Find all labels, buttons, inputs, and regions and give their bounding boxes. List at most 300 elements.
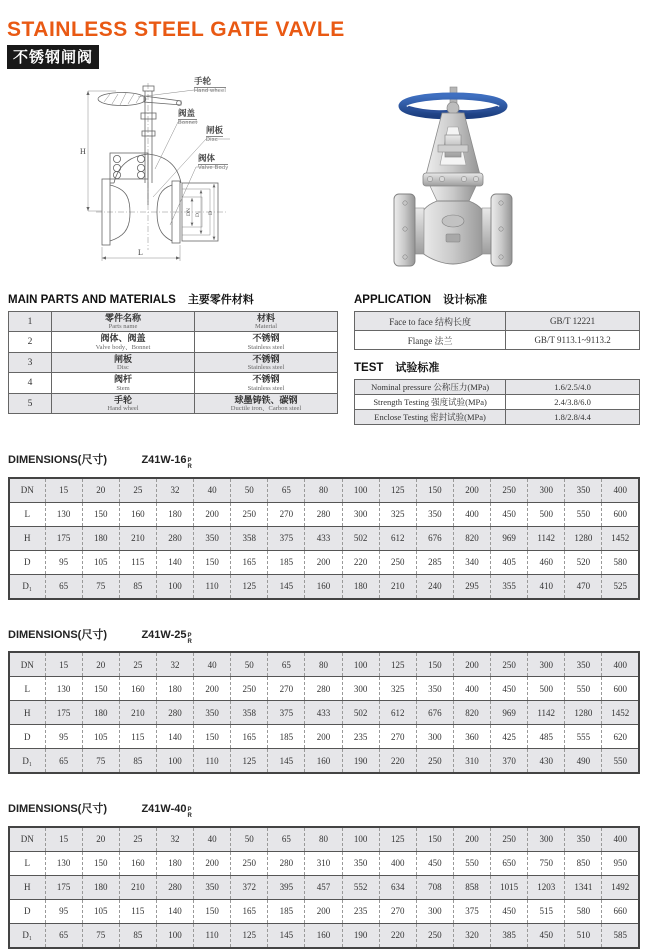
dim-table: [8, 477, 640, 600]
dim-cell: 105: [82, 899, 119, 923]
table-row: [355, 312, 640, 331]
part-material-en: Stainless steel: [247, 364, 285, 372]
dim-cell: 50: [231, 478, 268, 503]
dim-cell: 490: [565, 749, 602, 774]
dim-cell: 280: [156, 701, 193, 725]
model-suffix: [187, 633, 191, 646]
dim-cell: 20: [82, 827, 119, 852]
dim-cell: 250: [231, 502, 268, 526]
dim-cell: 160: [119, 851, 156, 875]
dim-cell: 300: [416, 899, 453, 923]
part-material-en: Stainless steel: [247, 343, 285, 351]
dim-cell: 350: [416, 502, 453, 526]
dim-cell: 200: [194, 502, 231, 526]
dim-cell: 350: [194, 526, 231, 550]
figures-row: [0, 75, 650, 283]
standards-section: [354, 291, 642, 425]
dim-cell: 585: [602, 923, 639, 948]
model-label: [141, 628, 192, 645]
parts-row-name: [52, 373, 195, 393]
pr-bottom: R: [187, 638, 192, 645]
dim-cell: 65: [268, 652, 305, 677]
dim-cell: 180: [82, 875, 119, 899]
dim-row-label: DN: [9, 827, 45, 852]
dim-cell: 40: [194, 478, 231, 503]
dim-row-label: D₁: [9, 749, 45, 774]
parts-row-name: [52, 332, 195, 352]
dim-cell: 80: [305, 478, 342, 503]
dim-cell: 520: [565, 550, 602, 574]
model-text: Z41W-40: [141, 803, 187, 816]
dim-l-label: L: [138, 248, 143, 257]
dim-cell: 150: [416, 478, 453, 503]
dim-cell: 125: [231, 749, 268, 774]
dim-cell: 165: [231, 899, 268, 923]
dim-cell: 180: [156, 677, 193, 701]
pr-top: P: [187, 632, 192, 639]
dim-cell: 250: [379, 550, 416, 574]
model-text: Z41W-16: [141, 454, 187, 466]
dim-cell: 235: [342, 899, 379, 923]
part-material-cn: 材料: [256, 313, 275, 323]
dim-cell: 300: [528, 827, 565, 852]
dim-cell: 450: [416, 851, 453, 875]
dim-cell: 125: [379, 827, 416, 852]
dim-cell: 270: [268, 677, 305, 701]
dim-cell: 65: [45, 923, 82, 948]
dim-cell: 250: [231, 851, 268, 875]
dim-cell: 550: [453, 851, 490, 875]
dim-cell: 125: [379, 478, 416, 503]
dim-cell: 175: [45, 526, 82, 550]
dim-cell: 280: [156, 526, 193, 550]
parts-row-material: [195, 352, 338, 372]
dim-cell: 250: [416, 749, 453, 774]
dim-cell: 190: [342, 749, 379, 774]
part-material-en: Stainless steel: [247, 384, 285, 392]
dim-cell: 552: [342, 875, 379, 899]
dim-cell: 620: [602, 725, 639, 749]
dim-cell: 150: [194, 550, 231, 574]
dimensions-section-z41w40: [8, 799, 650, 949]
dim-cell: 375: [268, 526, 305, 550]
dim-cell: 40: [194, 652, 231, 677]
dim-cell: 85: [119, 574, 156, 599]
dim-h-label: H: [80, 147, 86, 156]
dim-cell: 310: [453, 749, 490, 774]
dim-cell: 250: [231, 677, 268, 701]
dim-row: [9, 502, 639, 526]
dim-cell: 200: [194, 851, 231, 875]
dim-cell: 310: [305, 851, 342, 875]
dim-cell: 32: [156, 827, 193, 852]
dim-row: [9, 923, 639, 948]
row-value: 2.4/3.8/6.0: [506, 395, 640, 410]
dim-cell: 350: [565, 478, 602, 503]
part-material-cn: 不锈钢: [252, 333, 280, 344]
parts-row-name: [52, 312, 195, 332]
dim-cell: 95: [45, 899, 82, 923]
dim-cell: 375: [453, 899, 490, 923]
dim-cell: 145: [268, 923, 305, 948]
dim-cell: 200: [305, 550, 342, 574]
dim-cell: 1452: [602, 701, 639, 725]
dim-row-label: H: [9, 526, 45, 550]
dim-cell: 130: [45, 502, 82, 526]
spec-columns: [0, 291, 650, 425]
dimensions-label: DIMENSIONS(尺寸): [8, 803, 107, 816]
dim-cell: 200: [194, 677, 231, 701]
dim-cell: 450: [528, 923, 565, 948]
table-row: [355, 410, 640, 425]
dim-cell: 100: [342, 827, 379, 852]
application-section-title: APPLICATION 设计标准: [354, 294, 488, 306]
dim-cell: 235: [342, 725, 379, 749]
dim-cell: 15: [45, 478, 82, 503]
row-value: GB/T 9113.1~9113.2: [506, 331, 640, 350]
dim-row-label: D₁: [9, 574, 45, 599]
parts-table-body: [9, 312, 338, 414]
dim-cell: 85: [119, 923, 156, 948]
dim-cell: 150: [416, 652, 453, 677]
dim-cell: 110: [194, 574, 231, 599]
dim-cell: 300: [342, 677, 379, 701]
dim-cell: 600: [602, 502, 639, 526]
parts-row-material: [195, 393, 338, 413]
model-label: [141, 803, 192, 820]
dim-d-label: D: [208, 211, 214, 215]
dim-cell: 515: [528, 899, 565, 923]
dim-row: [9, 677, 639, 701]
dim-cell: 372: [231, 875, 268, 899]
model-suffix: [187, 807, 191, 820]
dim-cell: 100: [156, 574, 193, 599]
dim-cell: 400: [379, 851, 416, 875]
dim-cell: 1015: [491, 875, 528, 899]
part-material-cn: 不锈钢: [252, 353, 280, 364]
dim-cell: 430: [528, 749, 565, 774]
dim-cell: 15: [45, 827, 82, 852]
dim-row-label: L: [9, 677, 45, 701]
dim-cell: 75: [82, 574, 119, 599]
dim-cell: 350: [194, 701, 231, 725]
valve-technical-drawing: [58, 75, 320, 280]
model-suffix: [187, 458, 191, 471]
parts-section-title: MAIN PARTS AND MATERIALS 主要零件材料: [8, 294, 254, 306]
part-material-cn: 不锈钢: [252, 374, 280, 385]
dim-cell: 650: [491, 851, 528, 875]
dim-cell: 75: [82, 923, 119, 948]
dim-row: [9, 550, 639, 574]
dim-row-label: DN: [9, 652, 45, 677]
dim-cell: 150: [194, 899, 231, 923]
dimensions-label: DIMENSIONS(尺寸): [8, 628, 107, 641]
dim-cell: 150: [194, 725, 231, 749]
parts-row-name: [52, 352, 195, 372]
dim-row: [9, 725, 639, 749]
table-row: [355, 331, 640, 350]
dim-cell: 450: [491, 899, 528, 923]
parts-row-no: 4: [9, 373, 52, 393]
part-name-en: Stem: [116, 384, 130, 392]
dim-cell: 250: [491, 478, 528, 503]
dim-cell: 180: [82, 526, 119, 550]
dim-cell: 676: [416, 701, 453, 725]
dim-cell: 32: [156, 478, 193, 503]
dim-cell: 270: [268, 502, 305, 526]
dim-cell: 425: [491, 725, 528, 749]
dim-row: [9, 875, 639, 899]
part-name-en: Disc: [117, 364, 129, 372]
dim-cell: 1142: [528, 701, 565, 725]
dim-cell: 200: [453, 827, 490, 852]
dim-cell: 1452: [602, 526, 639, 550]
parts-row-no: 2: [9, 332, 52, 352]
dim-cell: 125: [231, 923, 268, 948]
model-label: [141, 454, 192, 471]
dim-cell: 20: [82, 652, 119, 677]
dim-cell: 358: [231, 526, 268, 550]
dim-cell: 612: [379, 526, 416, 550]
dim-cell: 485: [528, 725, 565, 749]
dim-cell: 40: [194, 827, 231, 852]
label-bonnet: 阀盖 Bonnet: [178, 108, 198, 126]
dim-row-label: L: [9, 851, 45, 875]
dim-cell: 220: [379, 749, 416, 774]
dim-row-label: D: [9, 899, 45, 923]
dim-cell: 115: [119, 899, 156, 923]
dim-cell: 250: [491, 827, 528, 852]
dim-cell: 100: [156, 749, 193, 774]
dim-cell: 210: [119, 875, 156, 899]
dim-cell: 580: [565, 899, 602, 923]
application-table-body: [355, 312, 640, 350]
dim-cell: 25: [119, 827, 156, 852]
dim-cell: 350: [342, 851, 379, 875]
dim-cell: 25: [119, 652, 156, 677]
dim-cell: 502: [342, 526, 379, 550]
dim-cell: 858: [453, 875, 490, 899]
row-value: 1.8/2.8/4.4: [506, 410, 640, 425]
dim-cell: 150: [82, 502, 119, 526]
dim-row-label: D: [9, 550, 45, 574]
dim-cell: 400: [602, 652, 639, 677]
dimensions-label: DIMENSIONS(尺寸): [8, 454, 107, 466]
dim-cell: 115: [119, 550, 156, 574]
dim-row: [9, 701, 639, 725]
dim-cell: 180: [156, 502, 193, 526]
dim-cell: 50: [231, 827, 268, 852]
dim-cell: 350: [565, 827, 602, 852]
row-label: Enclose Testing 密封试验(MPa): [355, 410, 506, 425]
dim-cell: 75: [82, 749, 119, 774]
dim-cell: 50: [231, 652, 268, 677]
dim-cell: 150: [416, 827, 453, 852]
dim-d1-label: D₁: [195, 211, 201, 217]
dim-cell: 65: [45, 574, 82, 599]
part-name-en: Parts name: [108, 323, 138, 331]
part-material-en: Material: [254, 323, 278, 331]
dim-cell: 100: [342, 652, 379, 677]
dim-cell: 200: [453, 652, 490, 677]
dim-cell: 457: [305, 875, 342, 899]
dim-cell: 160: [305, 923, 342, 948]
dim-row: [9, 827, 639, 852]
dim-cell: 160: [119, 502, 156, 526]
dim-cell: 395: [268, 875, 305, 899]
dim-cell: 450: [491, 502, 528, 526]
dim-cell: 950: [602, 851, 639, 875]
dim-cell: 510: [565, 923, 602, 948]
parts-row: [9, 332, 338, 352]
pr-top: P: [187, 807, 192, 814]
dim-cell: 100: [342, 478, 379, 503]
dim-cell: 280: [268, 851, 305, 875]
dim-cell: 210: [119, 701, 156, 725]
dim-cell: 295: [453, 574, 490, 599]
dim-cell: 65: [268, 478, 305, 503]
dim-cell: 660: [602, 899, 639, 923]
dim-cell: 25: [119, 478, 156, 503]
dim-cell: 32: [156, 652, 193, 677]
dim-cell: 220: [342, 550, 379, 574]
dim-cell: 165: [231, 725, 268, 749]
dim-cell: 15: [45, 652, 82, 677]
dim-cell: 210: [379, 574, 416, 599]
parts-row: [9, 393, 338, 413]
dimensions-section-z41w25: [8, 625, 650, 775]
dim-cell: 280: [305, 677, 342, 701]
dim-cell: 95: [45, 725, 82, 749]
dim-cell: 185: [268, 899, 305, 923]
parts-row-material: [195, 312, 338, 332]
dim-cell: 433: [305, 701, 342, 725]
test-section-title: TEST 试验标准: [354, 362, 440, 374]
dim-row: [9, 851, 639, 875]
table-row: [355, 395, 640, 410]
dim-cell: 220: [379, 923, 416, 948]
dim-row: [9, 652, 639, 677]
dim-cell: 750: [528, 851, 565, 875]
dim-cell: 190: [342, 923, 379, 948]
dim-cell: 375: [268, 701, 305, 725]
dim-table: [8, 826, 640, 949]
dim-cell: 110: [194, 923, 231, 948]
dim-cell: 358: [231, 701, 268, 725]
parts-row-name: [52, 393, 195, 413]
dim-cell: 165: [231, 550, 268, 574]
dim-cell: 300: [528, 652, 565, 677]
dimensions-section-z41w16: [8, 450, 650, 600]
dim-cell: 355: [491, 574, 528, 599]
dim-cell: 400: [453, 502, 490, 526]
page-subtitle-cn: 不锈钢闸阀: [7, 45, 99, 69]
dim-cell: 160: [119, 677, 156, 701]
dim-cell: 969: [491, 701, 528, 725]
part-name-cn: 手轮: [113, 394, 132, 405]
dim-cell: 350: [194, 875, 231, 899]
dim-cell: 1142: [528, 526, 565, 550]
dim-cell: 969: [491, 526, 528, 550]
dim-cell: 1341: [565, 875, 602, 899]
dim-cell: 95: [45, 550, 82, 574]
dim-cell: 140: [156, 550, 193, 574]
part-name-en: Hand wheel: [107, 405, 139, 413]
parts-row-no: 5: [9, 393, 52, 413]
dim-cell: 400: [602, 478, 639, 503]
dim-row: [9, 526, 639, 550]
dim-row: [9, 749, 639, 774]
dim-cell: 200: [305, 899, 342, 923]
dim-cell: 140: [156, 899, 193, 923]
part-name-cn: 闸板: [113, 353, 132, 364]
dim-cell: 300: [342, 502, 379, 526]
dim-row-label: H: [9, 701, 45, 725]
dim-row: [9, 899, 639, 923]
dim-cell: 460: [528, 550, 565, 574]
part-material-en: Ductile iron、Carbon steel: [230, 405, 302, 413]
dim-cell: 100: [156, 923, 193, 948]
dim-cell: 385: [491, 923, 528, 948]
dim-cell: 550: [602, 749, 639, 774]
dim-cell: 676: [416, 526, 453, 550]
dim-cell: 180: [342, 574, 379, 599]
dim-cell: 850: [565, 851, 602, 875]
dim-cell: 340: [453, 550, 490, 574]
parts-table: [8, 311, 338, 414]
dim-row: [9, 478, 639, 503]
part-name-cn: 阀体、阀盖: [100, 333, 146, 344]
dim-cell: 125: [379, 652, 416, 677]
pr-bottom: R: [187, 464, 192, 471]
dim-cell: 502: [342, 701, 379, 725]
dim-cell: 350: [565, 652, 602, 677]
label-hand-wheel: 手轮 Hand wheel: [194, 76, 227, 94]
dim-cell: 180: [156, 851, 193, 875]
dim-row-label: DN: [9, 478, 45, 503]
dim-cell: 80: [305, 652, 342, 677]
dim-cell: 370: [491, 749, 528, 774]
dim-cell: 500: [528, 502, 565, 526]
dim-cell: 140: [156, 725, 193, 749]
dim-cell: 115: [119, 725, 156, 749]
pr-top: P: [187, 458, 192, 464]
dim-dn-label: DN: [186, 208, 192, 216]
row-label: Strength Testing 强度试验(MPa): [355, 395, 506, 410]
dim-table: [8, 651, 640, 774]
dim-cell: 185: [268, 725, 305, 749]
row-label: Face to face 结构长度: [355, 312, 506, 331]
dim-cell: 325: [379, 677, 416, 701]
dim-cell: 400: [453, 677, 490, 701]
parts-row-material: [195, 332, 338, 352]
dim-cell: 200: [305, 725, 342, 749]
label-disc: 闸板 Disc: [206, 125, 224, 143]
part-name-cn: 零件名称: [104, 313, 141, 323]
dim-cell: 525: [602, 574, 639, 599]
dim-cell: 634: [379, 875, 416, 899]
application-table: [354, 311, 640, 350]
dim-cell: 130: [45, 851, 82, 875]
parts-row-no: 1: [9, 312, 52, 332]
page-title: STAINLESS STEEL GATE VAVLE: [7, 18, 345, 41]
dim-cell: 820: [453, 526, 490, 550]
dim-cell: 145: [268, 574, 305, 599]
dim-cell: 250: [491, 652, 528, 677]
dim-cell: 105: [82, 725, 119, 749]
label-valve-body: 阀体 Valve Body: [198, 153, 229, 171]
dim-cell: 820: [453, 701, 490, 725]
